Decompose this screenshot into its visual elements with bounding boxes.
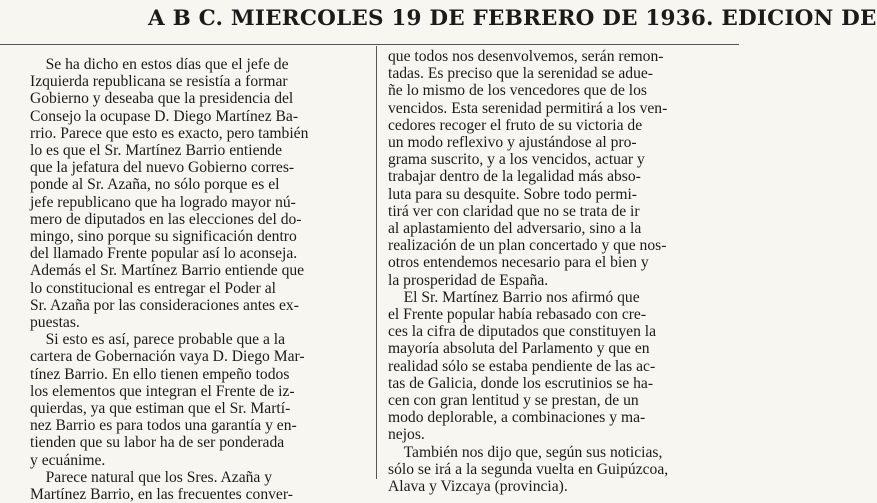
text-line: trabajar dentro de la legalidad más abso- (388, 168, 641, 186)
text-line: Se ha dicho en estos días que el jefe de (30, 56, 289, 73)
text-line: tínez Barrio. En ello tienen empeño todos (30, 365, 290, 383)
text-line: quierdas, ya que estiman que el Sr. Martí- (30, 400, 291, 418)
text-line: cen con gran lentitud y se prestan, de un (388, 392, 639, 410)
text-line: nejos. (388, 426, 425, 444)
text-line: vencidos. Esta serenidad permitirá a los ven- (388, 99, 668, 117)
text-line: cedores recoger el fruto de su victoria de (388, 116, 643, 134)
left-column (30, 56, 370, 503)
text-line: Alava y Vizcaya (provincia). (388, 478, 568, 496)
text-line: Si esto es así, parece probable que a la (30, 331, 286, 349)
text-line: mero de diputados en las elecciones del do- (30, 210, 302, 228)
text-line: tas de Galicia, donde los escrutinios se ha- (388, 374, 654, 392)
text-line: Gobierno y deseaba que la presidencia del (30, 90, 294, 108)
text-line: luta para su desquite. Sobre todo permi- (388, 185, 638, 203)
text-line: los elementos que integran el Frente de iz- (30, 382, 295, 400)
text-line: modo deplorable, a combinaciones y ma- (388, 409, 646, 427)
text-line: Martínez Barrio, en las frecuentes conver- (30, 486, 293, 503)
text-line: rrio. Parece que esto es exacto, pero también (30, 124, 309, 142)
text-line: mingo, sino porque su significación dentro (30, 228, 297, 246)
text-line: Consejo la ocupase D. Diego Martínez Ba- (30, 107, 299, 125)
text-line: un modo reflexivo y ajustándose al pro- (388, 134, 637, 152)
text-line: del llamado Frente popular así lo aconseja. (30, 245, 298, 263)
text-line: realización de un plan concertado y que nos- (388, 237, 667, 255)
text-line: nez Barrio es para todos una garantía y en- (30, 417, 297, 435)
text-line: lo constitucional es entregar el Poder al (30, 279, 276, 297)
text-line: lo es que el Sr. Martínez Barrio entiende (30, 142, 283, 160)
text-line: tirá ver con claridad que no se trata de ir (388, 202, 640, 220)
header-rule (0, 44, 739, 45)
column-divider (376, 46, 377, 479)
text-line: el Frente popular había rebasado con cre- (388, 306, 647, 324)
text-line: ponde al Sr. Azaña, no sólo porque es el (30, 176, 280, 194)
text-line: Además el Sr. Martínez Barrio entiende que (30, 262, 305, 280)
text-line: Sr. Azaña por las consideraciones antes ex- (30, 296, 299, 314)
text-line: mayoría absoluta del Parlamento y que en (388, 340, 650, 358)
text-line: que la jefatura del nuevo Gobierno corres- (30, 159, 295, 177)
text-line: al aplastamiento del adversario, sino a la (388, 220, 642, 238)
text-line: También nos dijo que, según sus noticias, (388, 443, 663, 461)
text-line: realidad sólo se estaba pendiente de las ac- (388, 357, 656, 375)
text-line: jefe republicano que ha logrado mayor nú- (30, 193, 296, 211)
text-line: ces la cifra de diputados que constituyen la (388, 323, 657, 341)
text-line: tadas. Es preciso que la serenidad se adue- (388, 65, 653, 83)
text-line: ñe lo mismo de los vencedores que de los (388, 82, 647, 100)
text-line: la prosperidad de España. (388, 271, 549, 289)
text-line: El Sr. Martínez Barrio nos afirmó que (388, 288, 640, 306)
text-line: otros entendemos necesario para el bien y (388, 254, 649, 272)
text-line: grama suscrito, y a los vencidos, actuar y (388, 151, 645, 169)
text-line: que todos nos desenvolvemos, serán remon- (388, 48, 664, 65)
text-line: tienden que su labor ha de ser ponderada (30, 434, 285, 452)
text-line: puestas. (30, 314, 80, 332)
text-line: Parece natural que los Sres. Azaña y (30, 468, 273, 486)
text-line: sólo se irá a la segunda vuelta en Guipúzcoa, (388, 460, 669, 478)
page-header: A B C. MIERCOLES 19 DE FEBRERO DE 1936. EDICION DE (148, 6, 877, 31)
text-line: Izquierda republicana se resistía a formar (30, 73, 288, 91)
right-column (388, 48, 733, 495)
text-line: y ecuánime. (30, 451, 106, 469)
text-line: cartera de Gobernación vaya D. Diego Mar- (30, 348, 305, 366)
